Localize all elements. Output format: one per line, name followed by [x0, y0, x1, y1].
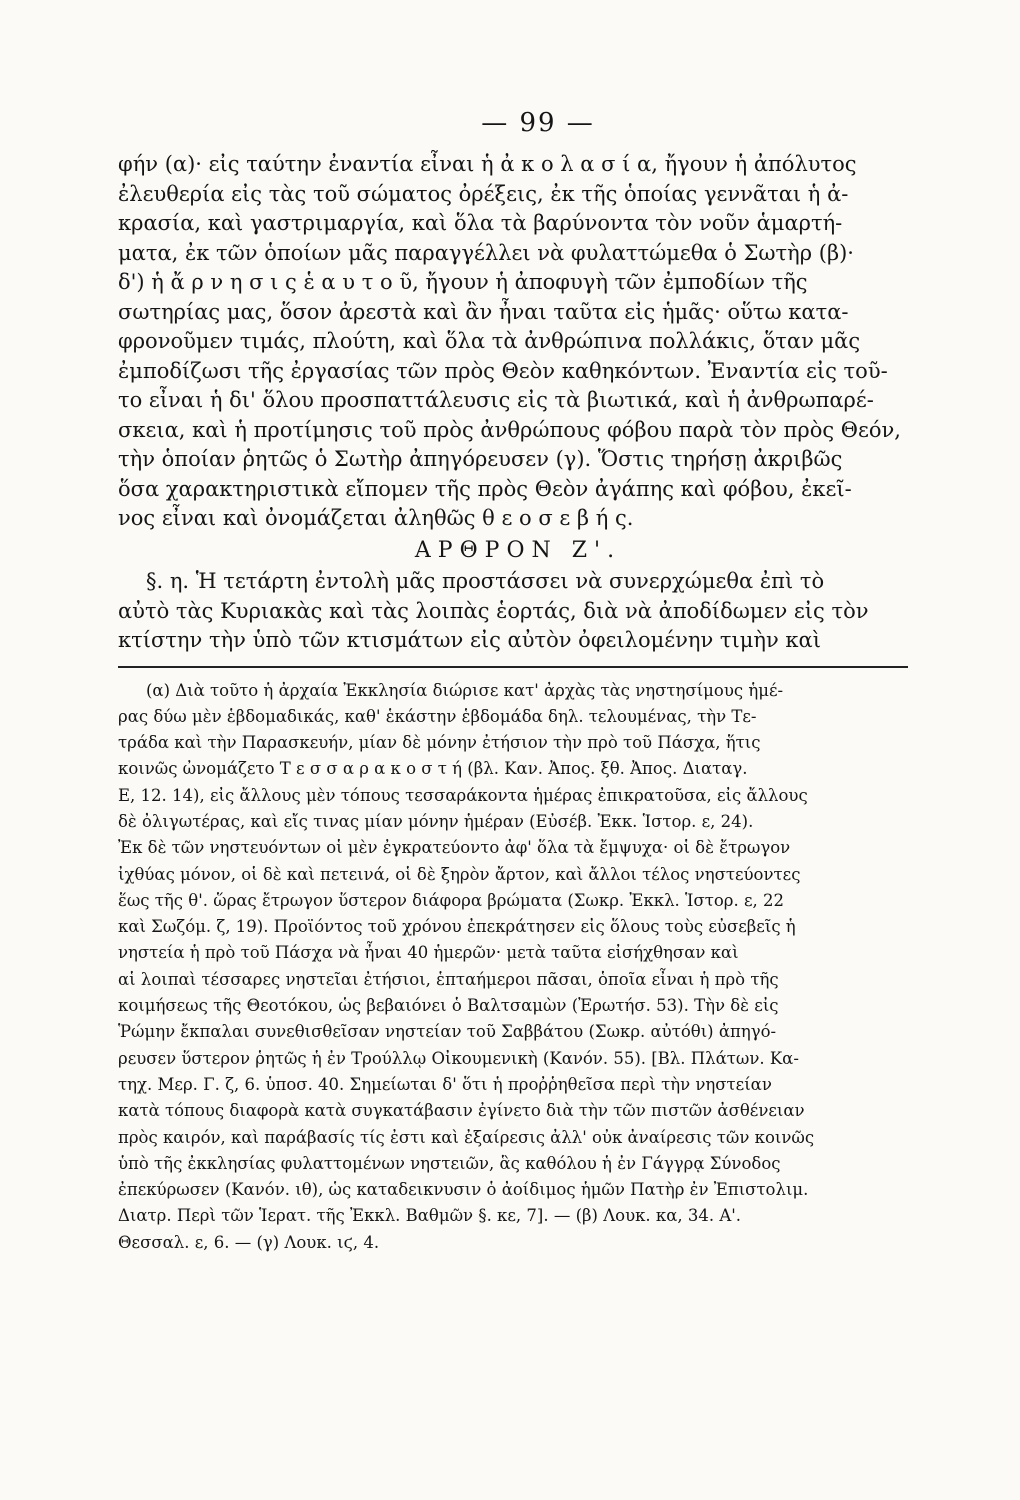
text-line: ἐλευθερία εἰς τὰς τοῦ σώματος ὀρέξεις, ἐκ τῆς ὁποίας γεννᾶται ἡ ἀ-	[118, 181, 849, 206]
text-line: το εἶναι ἡ δι' ὅλου προσπαττάλευσις εἰς τὰ βιωτικά, καὶ ἡ ἀνθρωπαρέ-	[118, 388, 874, 412]
footnote-line: ρευσεν ὕστερον ῥητῶς ἡ ἐν Τρούλλῳ Οἰκουμενικὴ (Κανόν. 55). [Βλ. Πλάτων. Κα-	[118, 1048, 799, 1068]
text-line: νος εἶναι καὶ ὀνομάζεται ἀληθῶς θ ε ο σ ε β ή ς.	[118, 506, 634, 530]
text-line: κρασία, καὶ γαστριμαργία, καὶ ὅλα τὰ βαρύνοντα τὸν νοῦν ἁμαρτή-	[118, 211, 843, 235]
footnote-line: κοιμήσεως τῆς Θεοτόκου, ὡς βεβαιόνει ὁ Βαλτσαμὼν (Ἐρωτήσ. 53). Τὴν δὲ εἰς	[118, 996, 779, 1016]
section-heading: ΑΡΘΡΟΝ Ζ'.	[414, 537, 622, 563]
main-text	[118, 150, 918, 656]
footnote-line: ἐπεκύρωσεν (Κανόν. ιθ), ὡς καταδεικνυσιν ὁ ἀοίδιμος ἡμῶν Πατὴρ ἐν Ἐπιστολιμ.	[118, 1180, 809, 1200]
book-page	[118, 108, 918, 1448]
footnote-line: τηχ. Μερ. Γ. ζ, 6. ὑποσ. 40. Σημείωται δ' ὅτι ἡ προῤῥηθεῖσα περὶ τὴν νηστείαν	[118, 1074, 772, 1094]
footnote-line: (α) Διὰ τοῦτο ἡ ἀρχαία Ἐκκλησία διώρισε κατ' ἀρχὰς τὰς νηστησίμους ἡμέ-	[146, 680, 784, 700]
footnote-line: ὑπὸ τῆς ἐκκλησίας φυλαττομένων νηστειῶν, ἃς καθόλου ἡ ἐν Γάγγρᾳ Σύνοδος	[118, 1153, 781, 1173]
footnote-line: ἰχθύας μόνον, οἱ δὲ καὶ πετεινά, οἱ δὲ ξηρὸν ἄρτον, καὶ ἄλλοι τέλος νηστεύοντες	[118, 864, 801, 884]
text-line: τὴν ὁποίαν ῥητῶς ὁ Σωτὴρ ἀπηγόρευσεν (γ). Ὅστις τηρήσῃ ἀκριβῶς	[118, 447, 843, 471]
footnote-line: καὶ Σωζόμ. ζ, 19). Προϊόντος τοῦ χρόνου ἐπεκράτησεν εἰς ὅλους τοὺς εὐσεβεῖς ἡ	[118, 917, 796, 937]
footnote-line: κοινῶς ὠνομάζετο Τ ε σ σ α ρ α κ ο σ τ ή (βλ. Καν. Ἀπος. ξθ. Ἀπος. Διαταγ.	[118, 759, 748, 779]
text-line: κτίστην τὴν ὑπὸ τῶν κτισμάτων εἰς αὐτὸν ὀφειλομένην τιμὴν καὶ	[118, 628, 821, 652]
footnote-line: Ε, 12. 14), εἰς ἄλλους μὲν τόπους τεσσαράκοντα ἡμέρας ἐπικρατοῦσα, εἰς ἄλλους	[118, 785, 808, 805]
page-number: — 99 —	[481, 108, 595, 138]
text-line: φρονοῦμεν τιμάς, πλούτη, καὶ ὅλα τὰ ἀνθρώπινα πολλάκις, ὅταν μᾶς	[118, 329, 861, 353]
text-line: ἐμποδίζωσι τῆς ἐργασίας τῶν πρὸς Θεὸν καθηκόντων. Ἐναντία εἰς τοῦ-	[118, 358, 888, 383]
footnote-line: πρὸς καιρόν, καὶ παράβασίς τίς ἐστι καὶ ἐξαίρεσις ἀλλ' οὐκ ἀναίρεσις τῶν κοινῶς	[118, 1127, 815, 1147]
footnote-line: δὲ ὀλιγωτέρας, καὶ εἴς τινας μίαν μόνην ἡμέραν (Εὐσέβ. Ἐκκ. Ἱστορ. ε, 24).	[118, 811, 754, 831]
footnote-line: Θεσσαλ. ε, 6. — (γ) Λουκ. ιϛ, 4.	[118, 1232, 380, 1252]
text-line: δ') ἡ ἄ ρ ν η σ ι ς ἑ α υ τ ο ῦ, ἤγουν ἡ ἀποφυγὴ τῶν ἐμποδίων τῆς	[118, 270, 808, 294]
footnote-line: ρας δύω μὲν ἑβδομαδικάς, καθ' ἑκάστην ἑβδομάδα δηλ. τελουμένας, τὴν Τε-	[118, 706, 757, 726]
footnote-line: αἱ λοιπαὶ τέσσαρες νηστεῖαι ἐτήσιοι, ἑπταήμεροι πᾶσαι, ὁποῖα εἶναι ἡ πρὸ τῆς	[118, 969, 779, 989]
text-line: αὐτὸ τὰς Κυριακὰς καὶ τὰς λοιπὰς ἑορτάς, διὰ νὰ ἀποδίδωμεν εἰς τὸν	[118, 598, 869, 623]
text-line: ματα, ἐκ τῶν ὁποίων μᾶς παραγγέλλει νὰ φυλαττώμεθα ὁ Σωτὴρ (β)·	[118, 240, 854, 265]
footnote-line: Διατρ. Περὶ τῶν Ἱερατ. τῆς Ἐκκλ. Βαθμῶν §. κε, 7]. — (β) Λουκ. κα, 34. Α'.	[118, 1206, 742, 1226]
footnote-line: τράδα καὶ τὴν Παρασκευήν, μίαν δὲ μόνην ἐτήσιον τὴν πρὸ τοῦ Πάσχα, ἥτις	[118, 733, 761, 753]
footnote-line: Ἐκ δὲ τῶν νηστευόντων οἱ μὲν ἐγκρατεύοντο ἀφ' ὅλα τὰ ἔμψυχα· οἱ δὲ ἔτρωγον	[118, 838, 791, 858]
text-line: ὅσα χαρακτηριστικὰ εἴπομεν τῆς πρὸς Θεὸν ἀγάπης καὶ φόβου, ἐκεῖ-	[118, 476, 852, 501]
footnotes	[118, 678, 918, 1257]
text-line: φήν (α)· εἰς ταύτην ἐναντία εἶναι ἡ ἀ κ ο λ α σ ί α, ἤγουν ἡ ἀπόλυτος	[118, 152, 857, 176]
text-line: σκεια, καὶ ἡ προτίμησις τοῦ πρὸς ἀνθρώπους φόβου παρὰ τὸν πρὸς Θεόν,	[118, 417, 901, 442]
footnote-divider	[118, 666, 908, 668]
footnote-line: ἕως τῆς θ'. ὥρας ἔτρωγον ὕστερον διάφορα βρώματα (Σωκρ. Ἐκκλ. Ἱστορ. ε, 22	[118, 890, 785, 910]
footnote-line: κατὰ τόπους διαφορὰ κατὰ συγκατάβασιν ἐγίνετο διὰ τὴν τῶν πιστῶν ἀσθένειαν	[118, 1101, 805, 1121]
text-line: §. η. Ἡ τετάρτη ἐντολὴ μᾶς προστάσσει νὰ συνερχώμεθα ἐπὶ τὸ	[146, 569, 825, 593]
footnote-line: Ῥώμην ἔκπαλαι συνεθισθεῖσαν νηστείαν τοῦ Σαββάτου (Σωκρ. αὐτόθι) ἀπηγό-	[118, 1022, 777, 1042]
footnote-line: νηστεία ἡ πρὸ τοῦ Πάσχα νὰ ἦναι 40 ἡμερῶν· μετὰ ταῦτα εἰσήχθησαν καὶ	[118, 943, 739, 963]
text-line: σωτηρίας μας, ὅσον ἀρεστὰ καὶ ἂν ἦναι ταῦτα εἰς ἡμᾶς· οὕτω κατα-	[118, 299, 849, 324]
